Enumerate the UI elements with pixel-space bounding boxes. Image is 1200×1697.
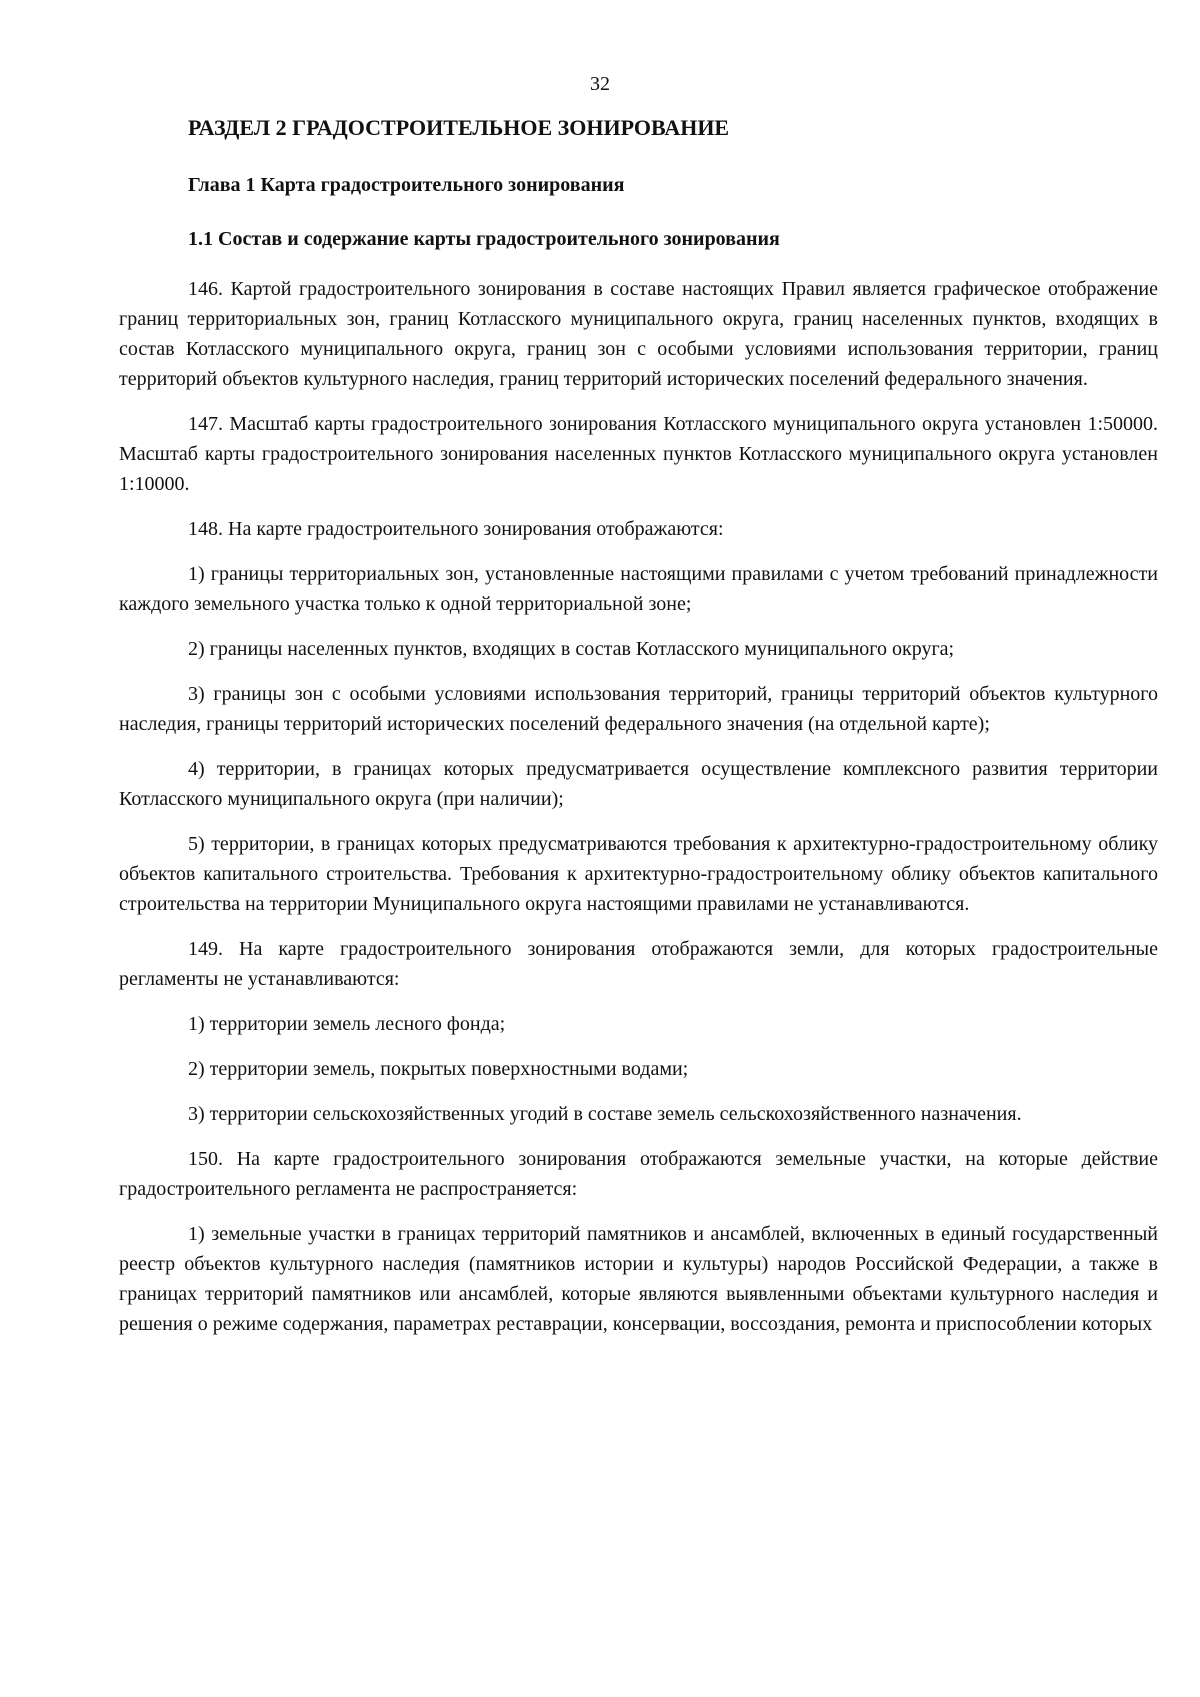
paragraph-149: 149. На карте градостроительного зонирования отображаются земли, для которых градостроительные регламенты не устанавливаются: xyxy=(119,938,1158,990)
section-title: РАЗДЕЛ 2 ГРАДОСТРОИТЕЛЬНОЕ ЗОНИРОВАНИЕ xyxy=(188,115,730,140)
list-item-149-2: 2) территории земель, покрытых поверхностными водами; xyxy=(188,1058,689,1080)
page-number: 32 xyxy=(590,73,610,95)
paragraph-148: 148. На карте градостроительного зонирования отображаются: xyxy=(188,518,724,540)
paragraph-147: 147. Масштаб карты градостроительного зонирования Котласского муниципального округа установлен 1:50000. Масштаб карты градостроительного зонирования населенных пунктов Котласского муниципального округа установлен 1:10000. xyxy=(119,413,1158,495)
list-item-148-3: 3) границы зон с особыми условиями использования территорий, границы территорий объектов культурного наследия, границы территорий исторических поселений федерального значения (на отдельной карте); xyxy=(119,683,1158,735)
chapter-title: Глава 1 Карта градостроительного зонирования xyxy=(188,174,625,196)
list-item-148-2: 2) границы населенных пунктов, входящих в состав Котласского муниципального округа; xyxy=(188,638,955,660)
list-item-150-1: 1) земельные участки в границах территорий памятников и ансамблей, включенных в единый государственный реестр объектов культурного наследия (памятников истории и культуры) народов Российской Федерации, а также в границах территорий памятников или ансамблей, которые являются выявленными объектами культурного наследия и решения о режиме содержания, параметрах реставрации, консервации, воссоздания, ремонта и приспособлении которых xyxy=(119,1223,1158,1335)
list-item-149-3: 3) территории сельскохозяйственных угодий в составе земель сельскохозяйственного назначения. xyxy=(188,1103,1022,1125)
page-content xyxy=(119,114,1158,1354)
list-item-148-5: 5) территории, в границах которых предусматриваются требования к архитектурно-градостроительному облику объектов капитального строительства. Требования к архитектурно-градостроительному облику объектов капитального строительства на территории Муниципального округа настоящими правилами не устанавливаются. xyxy=(119,833,1158,915)
body-text xyxy=(119,274,1158,1339)
paragraph-146: 146. Картой градостроительного зонирования в составе настоящих Правил является графическое отображение границ территориальных зон, границ Котласского муниципального округа, границ населенных пунктов, входящих в состав Котласского муниципального округа, границ зон с особыми условиями использования территории, границ территорий объектов культурного наследия, границ территорий исторических поселений федерального значения. xyxy=(119,278,1158,390)
subsection-title: 1.1 Состав и содержание карты градостроительного зонирования xyxy=(188,228,780,250)
list-item-148-4: 4) территории, в границах которых предусматривается осуществление комплексного развития территории Котласского муниципального округа (при наличии); xyxy=(119,758,1158,810)
list-item-148-1: 1) границы территориальных зон, установленные настоящими правилами с учетом требований принадлежности каждого земельного участка только к одной территориальной зоне; xyxy=(119,563,1158,615)
list-item-149-1: 1) территории земель лесного фонда; xyxy=(188,1013,506,1035)
paragraph-150: 150. На карте градостроительного зонирования отображаются земельные участки, на которые действие градостроительного регламента не распространяется: xyxy=(119,1148,1158,1200)
